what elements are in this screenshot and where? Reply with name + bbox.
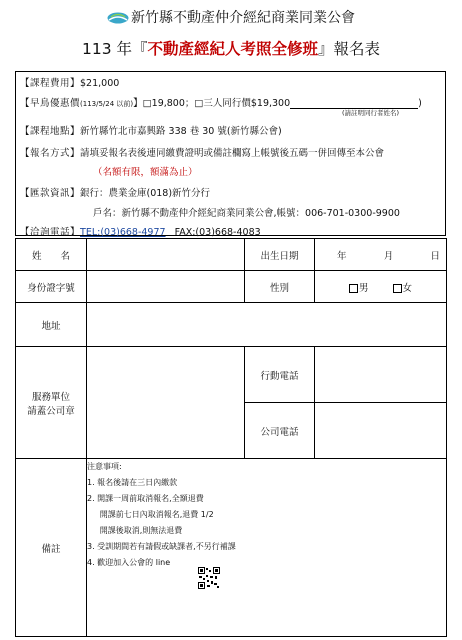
gender-label: 性別 (245, 271, 315, 303)
contact-fax: FAX:(03)668-4083 (174, 227, 261, 238)
address-field[interactable] (87, 303, 447, 347)
notes-item: 開課前七日內取消報名,退費 1/2 (87, 510, 214, 519)
companion-hint: (請註明同行者姓名) (342, 109, 400, 117)
company-phone-field[interactable] (315, 403, 447, 459)
location-row (20, 123, 282, 137)
gender-field (315, 271, 447, 303)
birth-field[interactable] (315, 239, 447, 271)
address-label: 地址 (16, 303, 87, 347)
early-label: 【早鳥優惠價 (20, 98, 81, 109)
mobile-field[interactable] (315, 347, 447, 403)
remit-row (20, 185, 210, 199)
early-label-end: 】 (133, 98, 143, 109)
month-label: 月 (383, 250, 394, 262)
notes-heading: 注意事項: (87, 462, 122, 471)
registration-form-table (15, 238, 447, 637)
male-checkbox[interactable] (349, 284, 358, 293)
name-label: 姓 名 (16, 239, 87, 271)
company-label-line1: 服務單位 (31, 391, 70, 403)
early-bird-row (20, 95, 422, 109)
title-prefix: 113 年『 (81, 40, 148, 58)
name-field[interactable] (87, 239, 245, 271)
header (0, 0, 462, 70)
address-row (16, 303, 447, 347)
course-info-box (15, 71, 446, 236)
association-logo-icon (107, 12, 129, 24)
mobile-label: 行動電話 (245, 347, 315, 403)
mobile-row (16, 347, 447, 403)
company-label-line2: 請蓋公司章 (27, 405, 75, 417)
signup-row (20, 145, 384, 159)
name-row (16, 239, 447, 271)
fee-row (20, 75, 119, 89)
contact-tel-link[interactable]: TEL:(03)668-4977 (80, 227, 166, 238)
notes-item: 1. 報名後請在三日內繳款 (87, 478, 178, 487)
page-title (0, 37, 462, 59)
male-label: 男 (358, 282, 369, 294)
notes-item: 2. 開課一周前取消報名,全額退費 (87, 494, 204, 503)
remit-label: 【匯款資訊】 (20, 188, 81, 199)
early-options: □19,800；□三人同行價$19,300 (142, 98, 291, 109)
title-course: 不動產經紀人考照全修班 (147, 40, 318, 58)
company-stamp-field[interactable] (87, 347, 245, 459)
contact-row (20, 224, 261, 238)
id-row (16, 271, 447, 303)
org-line (0, 7, 462, 27)
org-name: 新竹縣不動產仲介經紀商業同業公會 (131, 10, 355, 26)
female-label: 女 (402, 282, 413, 294)
remarks-row (16, 459, 447, 637)
location-label: 【課程地點】 (20, 126, 81, 137)
contact-label: 【洽詢電話】 (20, 227, 81, 238)
company-phone-label: 公司電話 (245, 403, 315, 459)
day-label: 日 (430, 250, 440, 262)
remit-bank: 銀行：農業金庫(018)新竹分行 (80, 188, 211, 199)
birth-label: 出生日期 (245, 239, 315, 271)
remarks-label: 備註 (16, 459, 87, 637)
title-suffix: 』報名表 (318, 40, 381, 58)
fee-value: $21,000 (80, 78, 120, 89)
notes-item: 開課後取消,則無法退費 (87, 526, 183, 535)
company-label (16, 347, 87, 459)
id-label: 身份證字號 (16, 271, 87, 303)
signup-label: 【報名方式】 (20, 148, 81, 159)
year-label: 年 (337, 250, 347, 262)
remit-account: 戶名：新竹縣不動產仲介經紀商業同業公會,帳號：006-701-0300-9900 (93, 208, 400, 219)
notes-item: 4. 歡迎加入公會的 line (87, 558, 171, 567)
early-date: (113/5/24 以前) (80, 100, 134, 108)
early-close: ) (418, 98, 422, 109)
female-checkbox[interactable] (393, 284, 402, 293)
notes-item: 3. 受訓期間若有請假或缺課者,不另行補課 (87, 542, 236, 551)
notes-cell (87, 459, 447, 637)
signup-value: 請填妥報名表後連同繳費證明或備註欄寫上帳號後五碼一併回傳至本公會 (80, 148, 385, 159)
line-qr-code-icon[interactable] (198, 567, 220, 589)
fee-label: 【課程費用】 (20, 78, 81, 89)
id-field[interactable] (87, 271, 245, 303)
signup-note: （名額有限，額滿為止） (93, 167, 198, 178)
location-value: 新竹縣竹北市嘉興路 338 巷 30 號(新竹縣公會) (80, 126, 282, 137)
